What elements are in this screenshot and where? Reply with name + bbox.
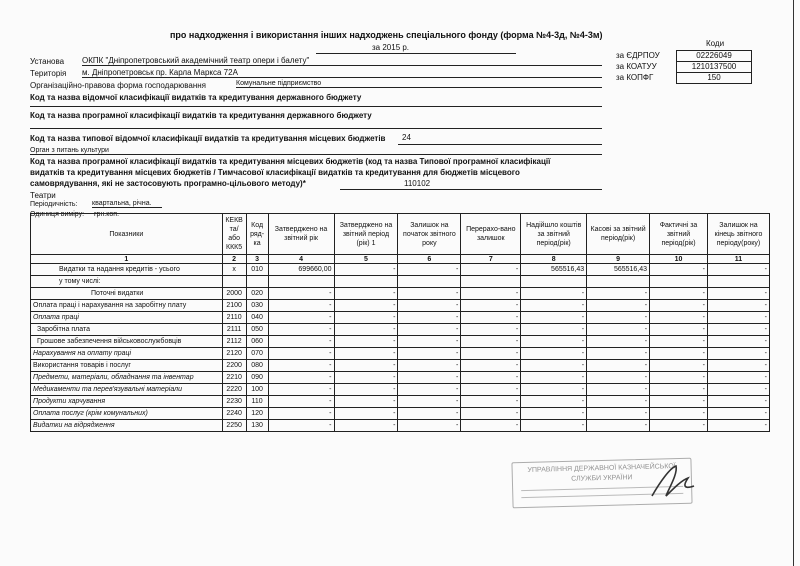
table-cell: 699660,00	[268, 264, 334, 276]
table-cell: -	[587, 336, 650, 348]
table-cell: -	[398, 324, 461, 336]
table-cell: 2110	[222, 312, 246, 324]
local-prog-label-3: самоврядування, які не застосовують програмно-цільового методу)*	[30, 179, 306, 188]
code-label: за КОПФГ	[616, 73, 654, 82]
table-cell: -	[650, 312, 708, 324]
column-header: Код ряд-ка	[246, 214, 268, 255]
table-cell: -	[587, 408, 650, 420]
row-label: у тому числі:	[31, 276, 223, 288]
table-cell: -	[398, 312, 461, 324]
table-row	[31, 396, 770, 408]
page-edge	[793, 0, 794, 566]
table-cell: -	[461, 384, 521, 396]
unit-label: Одиниця виміру:	[30, 211, 85, 218]
table-cell: -	[587, 324, 650, 336]
table-cell: -	[461, 288, 521, 300]
code-value: 150	[676, 72, 752, 84]
local-typical-code-line	[398, 144, 602, 145]
table-cell: -	[268, 336, 334, 348]
table-cell: -	[587, 396, 650, 408]
table-cell: -	[650, 360, 708, 372]
column-number: 5	[334, 255, 398, 264]
column-number: 9	[587, 255, 650, 264]
table-row	[31, 420, 770, 432]
table-cell: -	[521, 396, 587, 408]
signature	[648, 462, 698, 502]
table-row	[31, 264, 770, 276]
table-cell: -	[398, 300, 461, 312]
territory-value: м. Дніпропетровськ пр. Карла Маркса 72А	[82, 68, 602, 78]
code-label: за ЄДРПОУ	[616, 51, 660, 60]
column-header: Надійшло коштів за звітний період(рік)	[521, 214, 587, 255]
table-cell: 565516,43	[521, 264, 587, 276]
institution-value: ОКПК "Дніпропетровський академічний театр опери і балету"	[82, 56, 602, 66]
table-cell: -	[707, 348, 769, 360]
table-cell: -	[587, 300, 650, 312]
table-cell: -	[650, 324, 708, 336]
column-number: 8	[521, 255, 587, 264]
table-cell: -	[521, 384, 587, 396]
row-label: Оплата праці	[31, 312, 223, 324]
periodicity-value: квартальна, річна.	[92, 200, 162, 208]
row-label: Предмети, матеріали, обладнання та інвентар	[31, 372, 223, 384]
table-cell: -	[461, 420, 521, 432]
report-period: за 2015 р.	[372, 43, 410, 52]
table-cell: -	[268, 360, 334, 372]
table-cell: -	[521, 348, 587, 360]
state-prog-label: Код та назва програмної класифікації видатків та кредитування державного бюджету	[30, 111, 372, 120]
table-cell: -	[707, 324, 769, 336]
table-cell: -	[587, 288, 650, 300]
table-cell: 2112	[222, 336, 246, 348]
table-cell: -	[461, 324, 521, 336]
table-cell: -	[398, 348, 461, 360]
code-value: 1210137500	[676, 61, 752, 73]
table-cell: -	[398, 384, 461, 396]
table-cell	[246, 276, 268, 288]
table-cell: 120	[246, 408, 268, 420]
column-header: Показники	[31, 214, 223, 255]
column-number: 11	[707, 255, 769, 264]
local-prog-code-line	[340, 189, 602, 190]
table-cell: -	[334, 372, 398, 384]
row-label: Оплата праці і нарахування на заробітну плату	[31, 300, 223, 312]
table-cell: -	[461, 372, 521, 384]
table-cell: -	[650, 372, 708, 384]
table-cell: -	[650, 336, 708, 348]
column-number: 2	[222, 255, 246, 264]
table-cell: -	[521, 324, 587, 336]
table-cell: -	[334, 288, 398, 300]
table-cell: -	[650, 300, 708, 312]
table-cell: -	[461, 264, 521, 276]
table-cell: -	[650, 288, 708, 300]
table-cell: -	[398, 288, 461, 300]
row-label: Видатки на відрядження	[31, 420, 223, 432]
table-cell: -	[707, 300, 769, 312]
table-cell: -	[334, 264, 398, 276]
table-row	[31, 372, 770, 384]
stamp-text: УПРАВЛІННЯ ДЕРЖАВНОЇ КАЗНАЧЕЙСЬКОЇ СЛУЖБИ УКРАЇНИ	[527, 463, 676, 483]
table-cell: -	[398, 264, 461, 276]
row-label: Грошове забезпечення військовослужбовців	[31, 336, 223, 348]
table-cell: 050	[246, 324, 268, 336]
column-header: Затверджено на звітний рік	[268, 214, 334, 255]
table-cell: -	[398, 336, 461, 348]
table-cell: -	[521, 372, 587, 384]
column-number: 7	[461, 255, 521, 264]
local-typical-label: Код та назва типової відомчої класифікації видатків та кредитування місцевих бюджетів	[30, 134, 386, 143]
table-cell: 080	[246, 360, 268, 372]
table-cell: -	[461, 360, 521, 372]
table-cell	[587, 276, 650, 288]
table-cell: 2230	[222, 396, 246, 408]
report-title: про надходження і використання інших надходжень спеціального фонду (форма №4-3д, №4-3м)	[170, 30, 603, 40]
column-number: 4	[268, 255, 334, 264]
table-cell: 010	[246, 264, 268, 276]
table-cell: -	[707, 360, 769, 372]
table-cell: -	[521, 300, 587, 312]
table-cell: -	[268, 348, 334, 360]
codes-heading: Коди	[706, 39, 725, 48]
table-row	[31, 408, 770, 420]
table-cell: -	[398, 372, 461, 384]
table-cell: -	[268, 300, 334, 312]
table-cell: -	[521, 360, 587, 372]
period-underline	[316, 53, 516, 54]
legal-form-value: Комунальне підприємство	[236, 80, 602, 88]
table-cell: -	[521, 312, 587, 324]
table-cell: -	[334, 384, 398, 396]
code-value: 02226049	[676, 50, 752, 62]
table-cell: -	[268, 312, 334, 324]
table-cell: -	[587, 360, 650, 372]
table-cell: -	[334, 324, 398, 336]
table-cell: -	[398, 408, 461, 420]
table-cell: -	[334, 420, 398, 432]
table-cell	[521, 276, 587, 288]
table-cell	[650, 276, 708, 288]
row-label: Оплата послуг (крім комунальних)	[31, 408, 223, 420]
table-cell: -	[398, 360, 461, 372]
table-row	[31, 348, 770, 360]
table-cell: -	[707, 336, 769, 348]
table-cell: -	[650, 384, 708, 396]
table-cell: -	[707, 288, 769, 300]
table-cell: -	[707, 420, 769, 432]
table-cell	[398, 276, 461, 288]
table-cell: -	[587, 312, 650, 324]
table-row	[31, 384, 770, 396]
table-cell: 090	[246, 372, 268, 384]
column-number: 3	[246, 255, 268, 264]
row-label: Видатки та надання кредитів - усього	[31, 264, 223, 276]
table-cell: -	[521, 288, 587, 300]
territory-label: Територія	[30, 69, 67, 78]
column-header: Затверджено на звітний період (рік) 1	[334, 214, 398, 255]
table-row	[31, 276, 770, 288]
state-dept-label: Код та назва відомчої класифікації видатків та кредитування державного бюджету	[30, 93, 362, 102]
table-cell: -	[268, 324, 334, 336]
table-cell: -	[461, 312, 521, 324]
table-cell: -	[587, 348, 650, 360]
table-cell: -	[650, 264, 708, 276]
table-cell: -	[707, 372, 769, 384]
table-cell	[268, 276, 334, 288]
report-table	[30, 213, 770, 432]
row-label: Використання товарів і послуг	[31, 360, 223, 372]
local-prog-label-2: видатків та кредитування місцевих бюджетів / Тимчасової класифікації видатків та кредитування для бюджетів місцевого	[30, 168, 520, 177]
table-row	[31, 312, 770, 324]
state-dept-line	[30, 106, 602, 107]
local-typical-name: Орган з питань культури	[30, 147, 602, 155]
table-cell: 070	[246, 348, 268, 360]
table-cell: -	[268, 384, 334, 396]
table-cell: -	[650, 408, 708, 420]
table-cell: x	[222, 264, 246, 276]
table-cell: -	[521, 336, 587, 348]
table-cell: 030	[246, 300, 268, 312]
table-cell: -	[268, 408, 334, 420]
local-prog-name: Театри	[30, 191, 56, 200]
row-label: Поточні видатки	[31, 288, 223, 300]
table-cell: 110	[246, 396, 268, 408]
table-cell: 2200	[222, 360, 246, 372]
table-cell	[222, 276, 246, 288]
table-cell: 2250	[222, 420, 246, 432]
table-cell: -	[587, 372, 650, 384]
table-cell: -	[587, 384, 650, 396]
row-label: Нарахування на оплату праці	[31, 348, 223, 360]
table-cell: -	[334, 408, 398, 420]
column-header: Касові за звітний період(рік)	[587, 214, 650, 255]
table-cell: 2100	[222, 300, 246, 312]
table-cell: 020	[246, 288, 268, 300]
table-cell: -	[461, 300, 521, 312]
table-cell	[334, 276, 398, 288]
table-cell: -	[650, 348, 708, 360]
table-header-row	[31, 214, 770, 255]
table-cell: -	[461, 408, 521, 420]
column-number-row	[31, 255, 770, 264]
local-typical-code: 24	[402, 133, 411, 142]
institution-label: Установа	[30, 57, 65, 66]
column-header: Залишок на початок звітного року	[398, 214, 461, 255]
table-cell: -	[707, 384, 769, 396]
table-row	[31, 300, 770, 312]
column-header: Залишок на кінець звітного періоду(року)	[707, 214, 769, 255]
table-cell: -	[334, 396, 398, 408]
table-cell: 2210	[222, 372, 246, 384]
table-cell: -	[398, 396, 461, 408]
table-row	[31, 360, 770, 372]
table-cell: -	[334, 348, 398, 360]
table-cell: 130	[246, 420, 268, 432]
table-cell	[707, 276, 769, 288]
local-prog-label-1: Код та назва програмної класифікації видатків та кредитування місцевих бюджетів (код та назва Типової програмної класифікації	[30, 157, 551, 166]
row-label: Продукти харчування	[31, 396, 223, 408]
table-cell: -	[334, 312, 398, 324]
table-cell: -	[521, 408, 587, 420]
table-cell: -	[334, 300, 398, 312]
table-cell: 2220	[222, 384, 246, 396]
table-cell: -	[650, 420, 708, 432]
row-label: Медикаменти та перев'язувальні матеріали	[31, 384, 223, 396]
periodicity-label: Періодичність:	[30, 201, 78, 208]
table-cell: -	[334, 360, 398, 372]
table-cell	[461, 276, 521, 288]
column-header: Фактичні за звітний період(рік)	[650, 214, 708, 255]
column-number: 1	[31, 255, 223, 264]
table-cell: -	[268, 288, 334, 300]
code-label: за КОАТУУ	[616, 62, 657, 71]
table-cell: -	[268, 420, 334, 432]
table-cell: -	[587, 420, 650, 432]
table-cell: 2000	[222, 288, 246, 300]
table-row	[31, 288, 770, 300]
table-cell: 060	[246, 336, 268, 348]
column-number: 10	[650, 255, 708, 264]
column-header: КЕКВ та/або ККК5	[222, 214, 246, 255]
table-cell: 2240	[222, 408, 246, 420]
table-row	[31, 336, 770, 348]
local-prog-code: 110102	[404, 179, 431, 188]
table-cell: -	[707, 312, 769, 324]
table-cell: 2120	[222, 348, 246, 360]
table-cell: -	[461, 348, 521, 360]
table-row	[31, 324, 770, 336]
table-cell: -	[521, 420, 587, 432]
table-cell: -	[707, 264, 769, 276]
table-cell: 040	[246, 312, 268, 324]
unit-value: грн.коп.	[94, 211, 120, 218]
state-prog-line	[30, 128, 602, 129]
row-label: Заробітна плата	[31, 324, 223, 336]
table-cell: -	[461, 396, 521, 408]
legal-form-label: Організаційно-правова форма господарювання	[30, 81, 206, 90]
table-cell: 565516,43	[587, 264, 650, 276]
table-cell: -	[707, 396, 769, 408]
table-cell: -	[398, 420, 461, 432]
column-number: 6	[398, 255, 461, 264]
table-cell: -	[461, 336, 521, 348]
table-cell: -	[268, 396, 334, 408]
table-cell: -	[650, 396, 708, 408]
table-cell: -	[268, 372, 334, 384]
table-cell: -	[707, 408, 769, 420]
table-cell: 2111	[222, 324, 246, 336]
table-cell: 100	[246, 384, 268, 396]
column-header: Перерахо-вано залишок	[461, 214, 521, 255]
table-cell: -	[334, 336, 398, 348]
